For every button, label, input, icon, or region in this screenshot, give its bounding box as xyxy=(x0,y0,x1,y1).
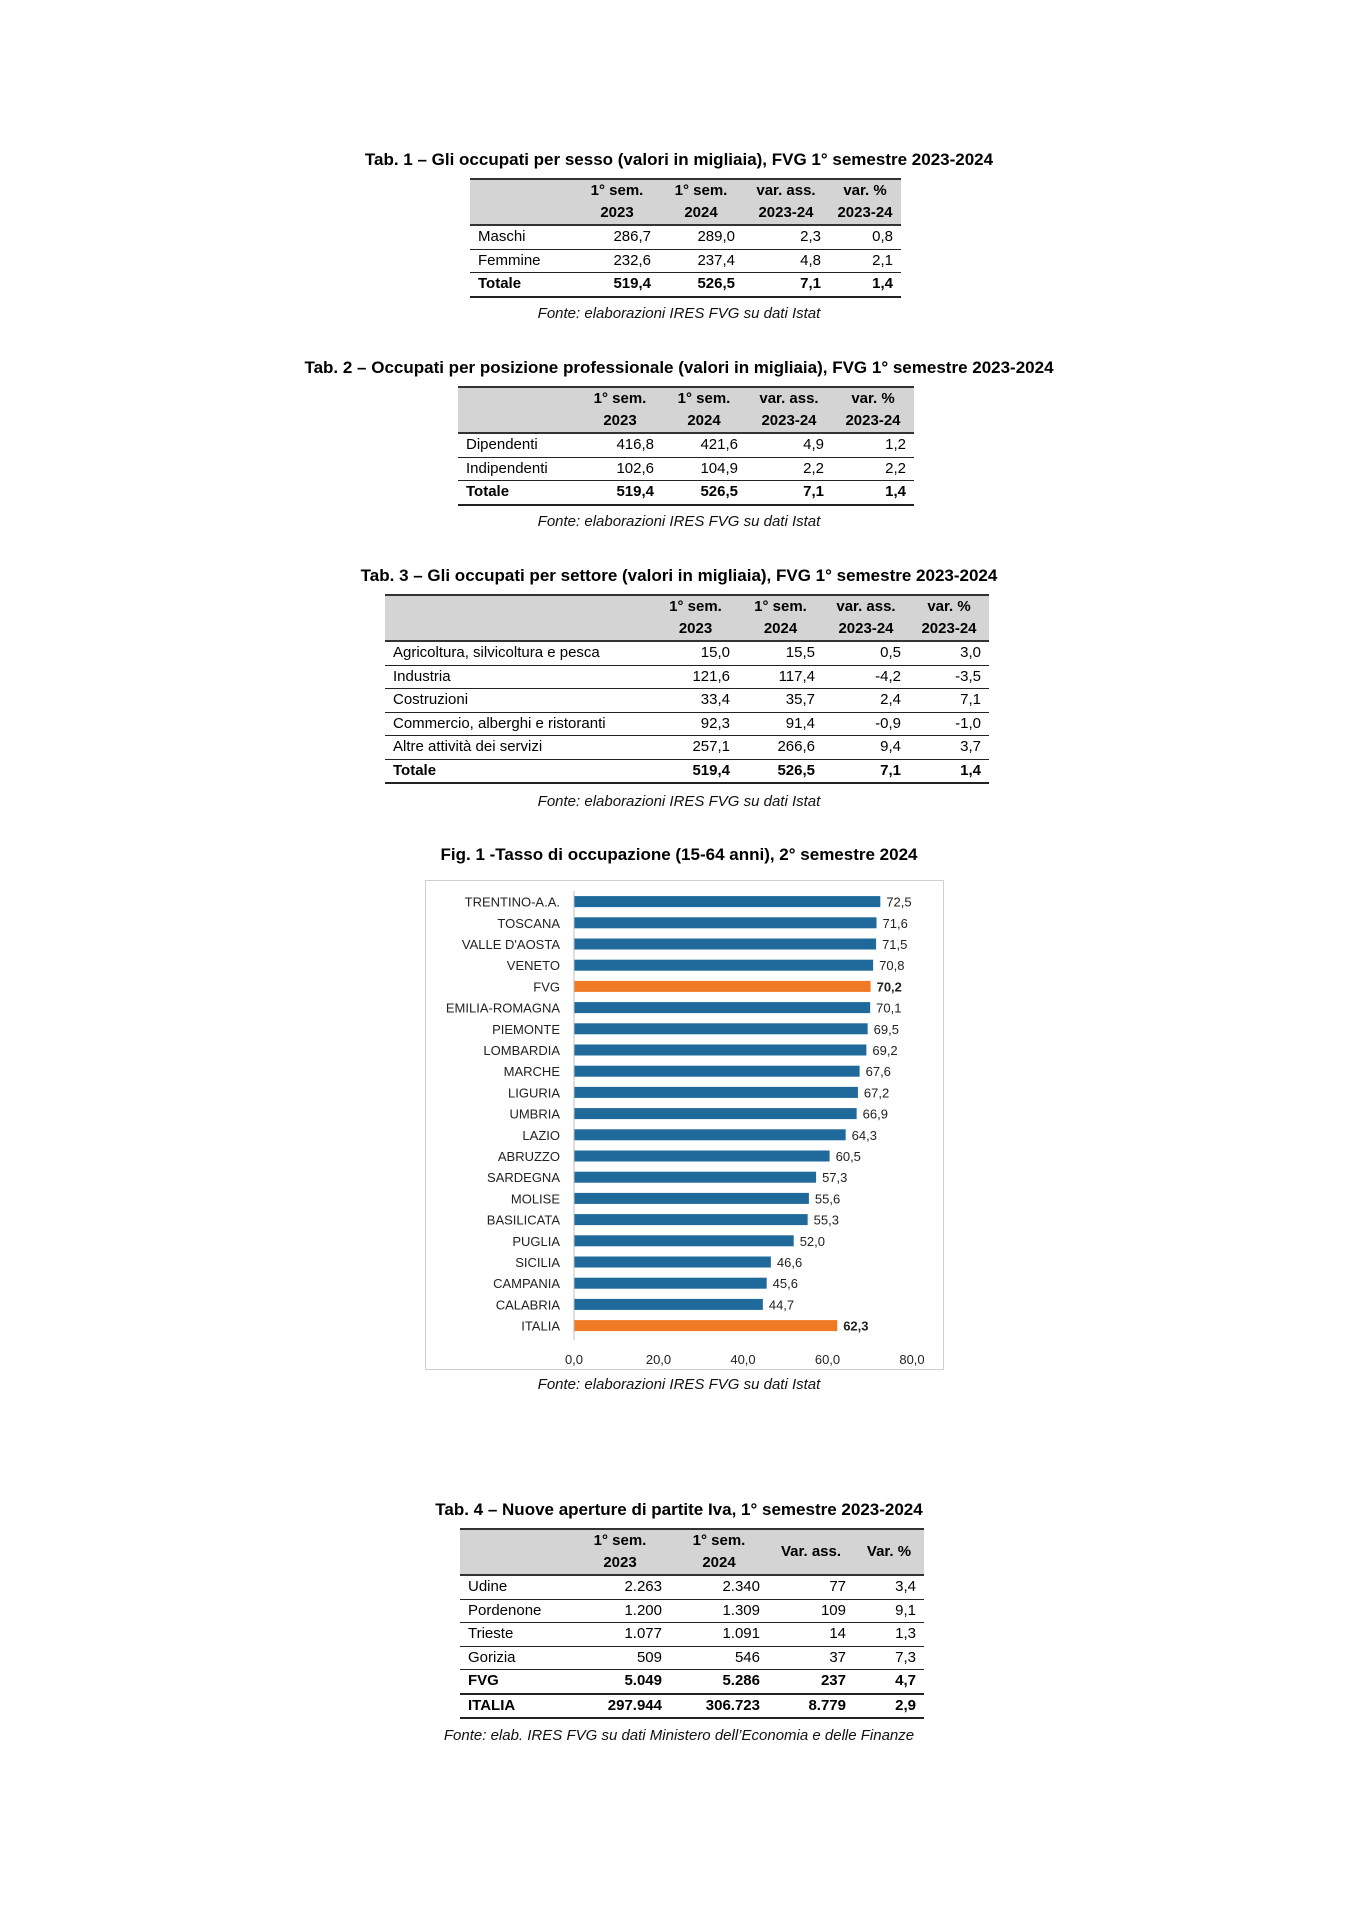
bar xyxy=(574,1087,858,1098)
column-header xyxy=(823,595,909,641)
row-label: Trieste xyxy=(460,1623,570,1647)
table-cell: 286,7 xyxy=(575,225,659,249)
header-line: 1° sem. xyxy=(692,1532,746,1549)
data-label: 70,8 xyxy=(879,958,905,974)
row-label: FVG xyxy=(460,1670,570,1694)
header-line: 2023 xyxy=(678,620,713,637)
table-cell: 4,9 xyxy=(746,433,832,457)
fig1-chart-frame xyxy=(425,880,944,1370)
table-cell: 519,4 xyxy=(653,759,738,783)
fig1-title: Fig. 1 -Tasso di occupazione (15-64 anni), 2° semestre 2024 xyxy=(440,845,918,864)
table-cell: 4,7 xyxy=(854,1670,924,1694)
category-label: VENETO xyxy=(506,958,560,974)
table-cell: -3,5 xyxy=(909,665,989,689)
column-header xyxy=(746,387,832,433)
column-header xyxy=(662,387,746,433)
table-row xyxy=(470,249,901,273)
column-header xyxy=(768,1529,854,1575)
fig1-bar-chart xyxy=(426,881,943,1369)
header-line: 2024 xyxy=(763,620,798,637)
tab3-table xyxy=(385,594,989,784)
x-tick-label: 80,0 xyxy=(899,1352,925,1368)
table-cell: 9,1 xyxy=(854,1599,924,1623)
column-header xyxy=(743,179,829,225)
header-line: var. ass. xyxy=(836,598,896,615)
tab1-source: Fonte: elaborazioni IRES FVG su dati Istat xyxy=(537,305,821,322)
table-row xyxy=(458,433,914,457)
table-cell: 9,4 xyxy=(823,736,909,760)
table-cell: 7,1 xyxy=(823,759,909,783)
row-label: ITALIA xyxy=(460,1694,570,1719)
data-label: 44,7 xyxy=(768,1297,795,1313)
data-label: 55,6 xyxy=(814,1191,841,1207)
header-line: 1° sem. xyxy=(677,390,731,407)
row-label: Altre attività dei servizi xyxy=(385,736,653,760)
header-line: 1° sem. xyxy=(593,1532,647,1549)
bar xyxy=(574,960,873,971)
data-label: 55,3 xyxy=(813,1212,839,1228)
bar xyxy=(574,1257,771,1268)
category-label: LIGURIA xyxy=(507,1085,560,1101)
table-cell: 117,4 xyxy=(738,665,823,689)
table-row xyxy=(385,759,989,783)
header-line: 2023 xyxy=(600,204,634,221)
row-label: Totale xyxy=(385,759,653,783)
column-header xyxy=(832,387,914,433)
header-line: 2023-24 xyxy=(921,620,977,637)
column-header xyxy=(854,1529,924,1575)
table-cell: 519,4 xyxy=(578,481,662,505)
bar xyxy=(574,1320,837,1331)
table-cell: 266,6 xyxy=(738,736,823,760)
table-cell: 2,2 xyxy=(832,457,914,481)
category-label: ABRUZZO xyxy=(497,1149,560,1164)
table-cell: 237,4 xyxy=(659,249,743,273)
column-header xyxy=(659,179,743,225)
bar xyxy=(574,1023,868,1034)
table-cell: 3,0 xyxy=(909,641,989,665)
table-cell: 526,5 xyxy=(662,481,746,505)
data-label: 64,3 xyxy=(851,1127,877,1143)
table-cell: 3,4 xyxy=(854,1575,924,1599)
category-label: ITALIA xyxy=(521,1318,560,1334)
data-label: 60,5 xyxy=(835,1149,861,1164)
row-label: Agricoltura, silvicoltura e pesca xyxy=(385,641,653,665)
tab3-source: Fonte: elaborazioni IRES FVG su dati Istat xyxy=(537,793,821,810)
x-tick-label: 60,0 xyxy=(814,1352,841,1368)
table-cell: 3,7 xyxy=(909,736,989,760)
bar xyxy=(574,1108,857,1119)
category-label: LOMBARDIA xyxy=(483,1043,560,1058)
table-cell: 7,1 xyxy=(746,481,832,505)
column-header xyxy=(738,595,823,641)
row-label: Totale xyxy=(470,273,575,297)
header-line: 2023-24 xyxy=(758,204,814,221)
table-cell: 2,1 xyxy=(829,249,901,273)
table-cell: 526,5 xyxy=(659,273,743,297)
table-cell: 109 xyxy=(768,1599,854,1623)
header-line: 1° sem. xyxy=(590,182,644,199)
table-cell: 5.049 xyxy=(570,1670,670,1694)
header-line: var. ass. xyxy=(759,390,819,407)
data-label: 71,6 xyxy=(882,915,908,931)
tab2-title: Tab. 2 – Occupati per posizione professionale (valori in migliaia), FVG 1° semestre 2023-2024 xyxy=(304,358,1054,377)
table-cell: 1.200 xyxy=(570,1599,670,1623)
table-cell: 509 xyxy=(570,1646,670,1670)
table-row xyxy=(470,225,901,249)
table-cell: 306.723 xyxy=(670,1694,768,1719)
table-cell: 15,5 xyxy=(738,641,823,665)
bar xyxy=(574,1278,767,1289)
category-label: FVG xyxy=(533,979,560,995)
table-cell: 2,3 xyxy=(743,225,829,249)
bar xyxy=(574,1045,866,1056)
category-label: TOSCANA xyxy=(497,915,560,931)
column-header xyxy=(385,595,653,641)
table-cell: 546 xyxy=(670,1646,768,1670)
category-label: EMILIA-ROMAGNA xyxy=(445,1000,560,1016)
row-label: Maschi xyxy=(470,225,575,249)
bar xyxy=(574,1214,808,1225)
row-label: Indipendenti xyxy=(458,457,578,481)
table-cell: 7,1 xyxy=(743,273,829,297)
table-row xyxy=(460,1599,924,1623)
row-label: Costruzioni xyxy=(385,689,653,713)
table-cell: 5.286 xyxy=(670,1670,768,1694)
header-line: 2023-24 xyxy=(838,620,894,637)
table-row xyxy=(460,1694,924,1719)
row-label: Udine xyxy=(460,1575,570,1599)
table-row xyxy=(470,273,901,297)
header-line: var. ass. xyxy=(756,182,816,199)
header-line: 1° sem. xyxy=(674,182,728,199)
table-cell: 1,2 xyxy=(832,433,914,457)
header-line: 2024 xyxy=(687,412,721,429)
table-cell: 289,0 xyxy=(659,225,743,249)
table-cell: 526,5 xyxy=(738,759,823,783)
row-label: Industria xyxy=(385,665,653,689)
table-cell: 7,1 xyxy=(909,689,989,713)
tab4-title: Tab. 4 – Nuove aperture di partite Iva, 1° semestre 2023-2024 xyxy=(435,1500,923,1519)
table-cell: 35,7 xyxy=(738,689,823,713)
table-row xyxy=(458,457,914,481)
bar xyxy=(574,1172,816,1183)
column-header xyxy=(458,387,578,433)
table-cell: 519,4 xyxy=(575,273,659,297)
tab2-source: Fonte: elaborazioni IRES FVG su dati Istat xyxy=(537,513,821,530)
bar xyxy=(574,1193,809,1204)
table-row xyxy=(385,712,989,736)
bar xyxy=(574,1066,860,1077)
table-cell: 1,4 xyxy=(909,759,989,783)
header-line: 2023-24 xyxy=(761,412,817,429)
x-tick-label: 0,0 xyxy=(564,1352,584,1368)
category-label: BASILICATA xyxy=(486,1212,560,1228)
table-row xyxy=(385,736,989,760)
category-label: SICILIA xyxy=(515,1255,560,1270)
data-label: 62,3 xyxy=(843,1318,869,1334)
table-cell: 7,3 xyxy=(854,1646,924,1670)
column-header xyxy=(470,179,575,225)
header-line: 2024 xyxy=(684,204,718,221)
row-label: Commercio, alberghi e ristoranti xyxy=(385,712,653,736)
category-label: MOLISE xyxy=(510,1191,560,1207)
column-header xyxy=(670,1529,768,1575)
bar xyxy=(574,1299,763,1310)
header-line: 2024 xyxy=(702,1554,736,1571)
data-label: 52,0 xyxy=(799,1233,826,1249)
bar xyxy=(574,1002,870,1013)
bar xyxy=(574,981,871,992)
column-header xyxy=(460,1529,570,1575)
column-header xyxy=(653,595,738,641)
table-cell: 77 xyxy=(768,1575,854,1599)
header-line: 1° sem. xyxy=(593,390,647,407)
table-row xyxy=(460,1575,924,1599)
header-line: Var. ass. xyxy=(780,1543,842,1560)
row-label: Totale xyxy=(458,481,578,505)
table-cell: 1.077 xyxy=(570,1623,670,1647)
table-cell: 232,6 xyxy=(575,249,659,273)
column-header xyxy=(578,387,662,433)
bar xyxy=(574,939,876,950)
data-label: 67,2 xyxy=(863,1085,890,1101)
row-label: Gorizia xyxy=(460,1646,570,1670)
table-cell: 1,4 xyxy=(832,481,914,505)
table-cell: 0,8 xyxy=(829,225,901,249)
table-cell: 33,4 xyxy=(653,689,738,713)
row-label: Pordenone xyxy=(460,1599,570,1623)
table-cell: -4,2 xyxy=(823,665,909,689)
column-header xyxy=(909,595,989,641)
data-label: 71,5 xyxy=(882,937,908,952)
header-line: 1° sem. xyxy=(669,598,722,615)
data-label: 45,6 xyxy=(772,1276,798,1292)
table-cell: 102,6 xyxy=(578,457,662,481)
tab4-table xyxy=(460,1528,924,1719)
table-cell: 1,4 xyxy=(829,273,901,297)
table-cell: 4,8 xyxy=(743,249,829,273)
column-header xyxy=(829,179,901,225)
bar xyxy=(574,896,880,907)
data-label: 70,2 xyxy=(876,979,902,995)
table-row xyxy=(460,1646,924,1670)
tab1-title: Tab. 1 – Gli occupati per sesso (valori in migliaia), FVG 1° semestre 2023-2024 xyxy=(364,150,994,169)
table-cell: 37 xyxy=(768,1646,854,1670)
tab4-source: Fonte: elab. IRES FVG su dati Ministero dell’Economia e delle Finanze xyxy=(443,1727,915,1744)
x-tick-label: 40,0 xyxy=(730,1352,756,1368)
data-label: 66,9 xyxy=(862,1106,888,1122)
data-label: 46,6 xyxy=(776,1255,803,1270)
x-tick-label: 20,0 xyxy=(645,1352,672,1368)
tab2-table xyxy=(458,386,914,506)
category-label: LAZIO xyxy=(522,1127,560,1143)
table-cell: 1.309 xyxy=(670,1599,768,1623)
category-label: PUGLIA xyxy=(512,1233,560,1249)
table-cell: -1,0 xyxy=(909,712,989,736)
table-row xyxy=(458,481,914,505)
data-label: 57,3 xyxy=(822,1170,848,1186)
header-line: 2023-24 xyxy=(837,204,893,221)
table-cell: 257,1 xyxy=(653,736,738,760)
table-row xyxy=(460,1623,924,1647)
tab1-table xyxy=(470,178,901,298)
header-line: 2023-24 xyxy=(845,412,901,429)
table-cell: 14 xyxy=(768,1623,854,1647)
table-row xyxy=(460,1670,924,1694)
table-cell: 121,6 xyxy=(653,665,738,689)
category-label: MARCHE xyxy=(503,1064,560,1080)
column-header xyxy=(570,1529,670,1575)
table-cell: 2,2 xyxy=(746,457,832,481)
table-row xyxy=(385,641,989,665)
bar xyxy=(574,917,877,928)
table-cell: 297.944 xyxy=(570,1694,670,1719)
table-row xyxy=(385,665,989,689)
table-cell: 1.091 xyxy=(670,1623,768,1647)
table-cell: 416,8 xyxy=(578,433,662,457)
table-cell: 2.340 xyxy=(670,1575,768,1599)
data-label: 69,2 xyxy=(872,1043,898,1058)
bar xyxy=(574,1129,846,1140)
data-label: 70,1 xyxy=(876,1000,902,1016)
table-cell: 15,0 xyxy=(653,641,738,665)
table-cell: 0,5 xyxy=(823,641,909,665)
column-header xyxy=(575,179,659,225)
data-label: 72,5 xyxy=(886,894,912,910)
header-line: var. % xyxy=(851,390,895,407)
table-cell: 2.263 xyxy=(570,1575,670,1599)
table-cell: 237 xyxy=(768,1670,854,1694)
row-label: Femmine xyxy=(470,249,575,273)
table-cell: 421,6 xyxy=(662,433,746,457)
tab3-title: Tab. 3 – Gli occupati per settore (valori in migliaia), FVG 1° semestre 2023-2024 xyxy=(360,566,998,585)
header-line: 2023 xyxy=(603,1554,637,1571)
table-cell: 2,9 xyxy=(854,1694,924,1719)
row-label: Dipendenti xyxy=(458,433,578,457)
table-cell: -0,9 xyxy=(823,712,909,736)
category-label: CALABRIA xyxy=(495,1297,560,1313)
table-row xyxy=(385,689,989,713)
table-cell: 104,9 xyxy=(662,457,746,481)
table-cell: 91,4 xyxy=(738,712,823,736)
header-line: var. % xyxy=(843,182,887,199)
category-label: TRENTINO-A.A. xyxy=(464,894,560,910)
category-label: SARDEGNA xyxy=(487,1170,560,1186)
category-label: VALLE D'AOSTA xyxy=(461,937,560,952)
header-line: 2023 xyxy=(603,412,637,429)
table-cell: 1,3 xyxy=(854,1623,924,1647)
table-cell: 2,4 xyxy=(823,689,909,713)
category-label: UMBRIA xyxy=(509,1106,560,1122)
category-label: PIEMONTE xyxy=(492,1021,560,1037)
fig1-source: Fonte: elaborazioni IRES FVG su dati Istat xyxy=(537,1376,821,1393)
category-label: CAMPANIA xyxy=(493,1276,560,1292)
data-label: 67,6 xyxy=(865,1064,891,1080)
data-label: 69,5 xyxy=(873,1021,899,1037)
bar xyxy=(574,1151,830,1162)
table-cell: 92,3 xyxy=(653,712,738,736)
header-line: Var. % xyxy=(866,1543,912,1560)
bar xyxy=(574,1235,794,1246)
header-line: var. % xyxy=(927,598,971,615)
header-line: 1° sem. xyxy=(754,598,807,615)
table-cell: 8.779 xyxy=(768,1694,854,1719)
